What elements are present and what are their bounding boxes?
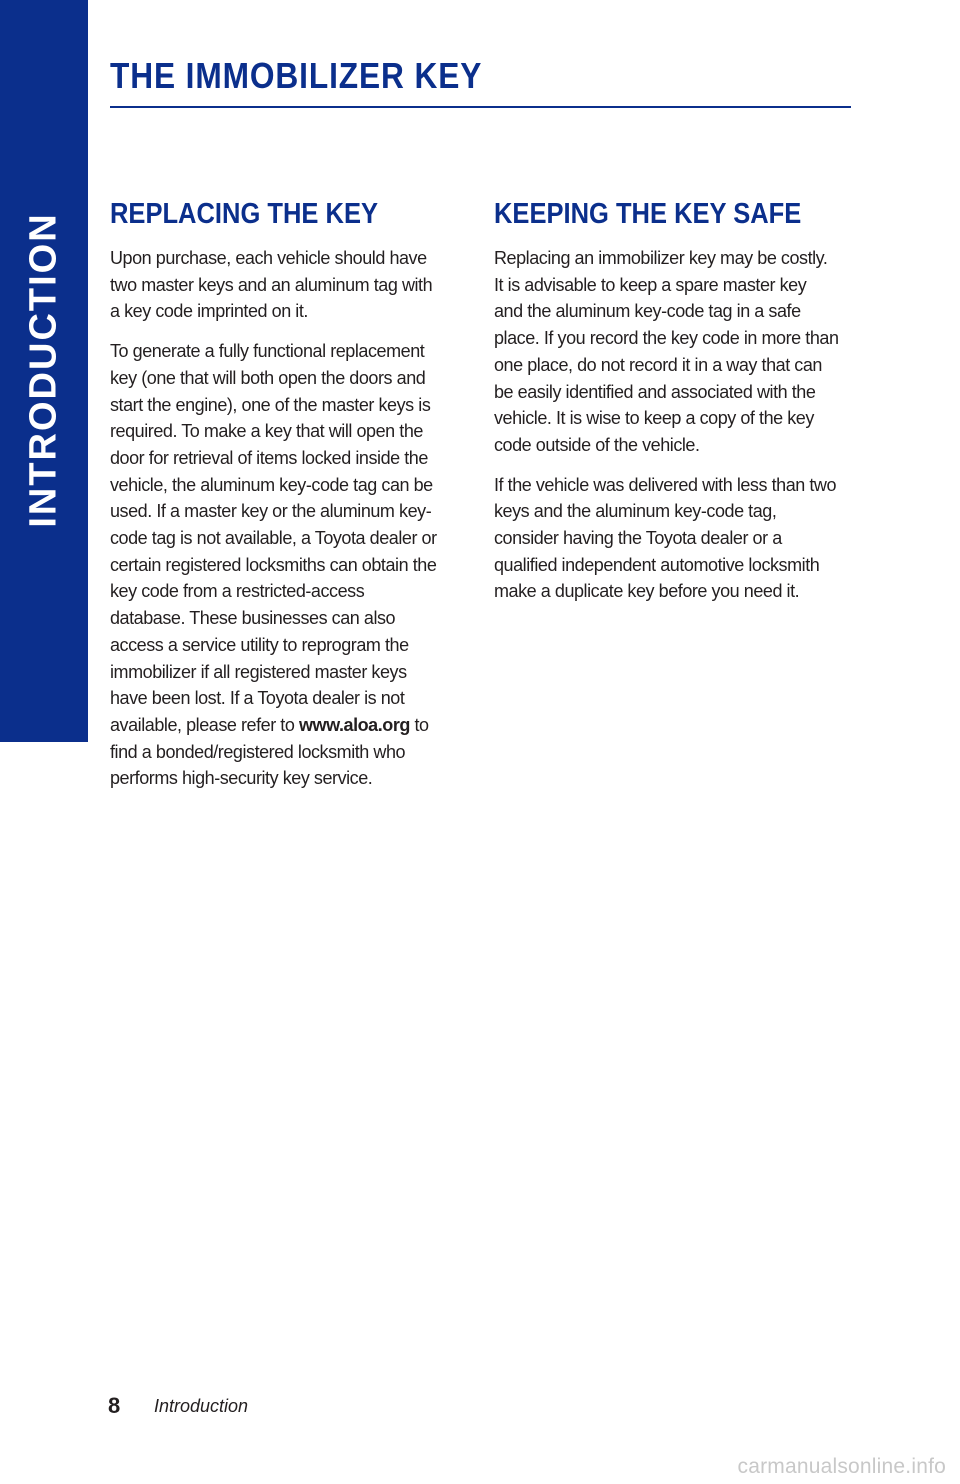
page-number: 8 <box>108 1393 121 1418</box>
replacing-key-paragraph-2 <box>110 338 440 792</box>
replacing-key-section <box>110 198 440 805</box>
replacing-key-text-after-link: to find a bonded/registered locksmith who performs high-security key service. <box>110 714 429 789</box>
footer-section-name: Introduction <box>154 1396 249 1416</box>
aloa-link[interactable]: www.aloa.org <box>298 714 410 735</box>
title-divider <box>110 106 851 108</box>
page-title: THE IMMOBILIZER KEY <box>110 55 483 96</box>
section-side-label: INTRODUCTION <box>22 212 65 528</box>
keeping-key-safe-paragraph-1: Replacing an immobilizer key may be costly. It is advisable to keep a spare master key and the aluminum key-code tag in a safe place. If you record the key code in more than one place, do not record it in a way that can be easily identified and associated with the vehicle. It is wise to keep a copy of the key code outside of the vehicle. <box>494 248 839 455</box>
keeping-key-safe-section <box>494 198 839 618</box>
replacing-key-text-before-link: To generate a fully functional replacement key (one that will both open the doors and start the engine), one of the master keys is required. To make a key that will open the door for retrieval of items locked inside the vehicle, the aluminum key-code tag can be used. If a master key or the aluminum key-code tag is not available, a Toyota dealer or certain registered locksmiths can obtain the key code from a restricted-access database. These businesses can also access a service utility to reprogram the immobilizer if all registered master keys have been lost. If a Toyota dealer is not available, please refer to <box>110 341 437 735</box>
section-side-tab <box>0 0 88 742</box>
watermark: carmanualsonline.info <box>737 1455 946 1478</box>
replacing-key-paragraph-1: Upon purchase, each vehicle should have two master keys and an aluminum tag with a key code imprinted on it. <box>110 248 433 322</box>
keeping-key-safe-heading: KEEPING THE KEY SAFE <box>494 198 802 230</box>
keeping-key-safe-paragraph-2: If the vehicle was delivered with less than two keys and the aluminum key-code tag, consider having the Toyota dealer or a qualified independent automotive locksmith make a duplicate key before you need it. <box>494 474 837 602</box>
replacing-key-heading: REPLACING THE KEY <box>110 198 378 230</box>
